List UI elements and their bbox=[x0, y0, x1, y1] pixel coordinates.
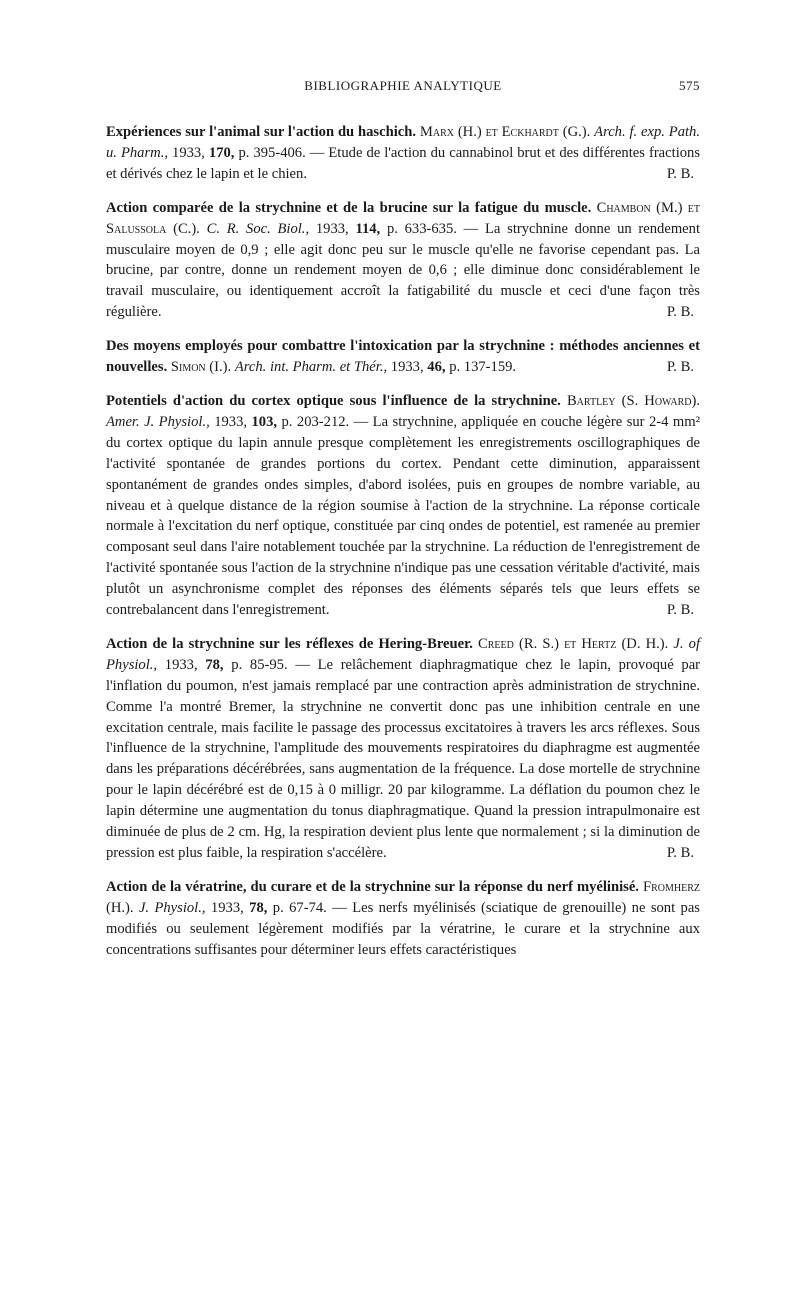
entry-journal: Amer. J. Physiol., bbox=[106, 413, 210, 430]
entry-signature: P. B. bbox=[666, 359, 694, 376]
entry-pages: p. 67-74. bbox=[272, 899, 327, 916]
entry-body: — Le relâchement diaphragmatique chez le lapin, provoqué par l'inflation du poumon, n'est jamais remplacé par une contraction après administration de strychnine. Comme l'a montré Bremer, la strychnine ne convertit donc pas une inhibition centrale en une excitation centrale, mais facilite le passage des processus excitatoires à travers les arcs réflexes. Sous l'influence de la strychnine, l'amplitude des mouvements respiratoires du diaphragme est augmentée dans les préparations décérébrées, sans augmentation de la fréquence. La dose mortelle de strychnine pour le lapin décérébré est de 0,15 à 0 milligr. 20 par kilogramme. La déflation du poumon chez le lapin détermine une augmentation du tonus diaphragmatique. Quand la pression intrapulmonaire est diminuée de plus de 2 cm. Hg, la respiration devient plus lente que normalement ; si la diminution de pression est plus faible, la respiration s'accélère. bbox=[106, 656, 701, 861]
entry-year: 1933, bbox=[164, 656, 198, 673]
entry-signature: P. B. bbox=[666, 304, 694, 321]
entry-title: Des moyens employés pour combattre l'intoxication par la strychnine : méthodes anciennes et nouvelles. bbox=[106, 338, 700, 376]
entry-volume: 103, bbox=[251, 413, 278, 430]
entry-body: — La strychnine donne un rendement musculaire moyen de 0,9 ; elle agit donc peu sur le muscle qu'elle ne favorise cependant pas. La brucine, par contre, donne un rendement moyen de 0,6 ; elle diminue donc considérablement le travail musculaire, ou identiquement accroît la fatigabilité du muscle et ceci d'une façon très régulière. bbox=[106, 220, 701, 321]
page-number: 575 bbox=[679, 78, 700, 93]
entry-title: Action de la vératrine, du curare et de la strychnine sur la réponse du nerf myélinisé. bbox=[106, 878, 639, 895]
entry-year: 1933, bbox=[390, 359, 424, 376]
bibliography-entry bbox=[106, 198, 700, 323]
bibliography-entry bbox=[106, 391, 700, 621]
entry-journal: J. of Physiol., bbox=[106, 635, 701, 673]
entry-authors: Bartley (S. Howard). bbox=[566, 392, 701, 409]
entry-year: 1933, bbox=[172, 144, 205, 161]
entry-volume: 78, bbox=[249, 899, 268, 916]
entry-pages: p. 85-95. bbox=[231, 656, 288, 673]
entry-body: — Les nerfs myélinisés (sciatique de grenouille) ne sont pas modifiés ou seulement légèrement modifiés par la vératrine, le curare et la strychnine aux concentrations suffisantes pour déterminer leurs effets caractéristiques bbox=[106, 899, 700, 958]
entry-signature: P. B. bbox=[666, 602, 694, 619]
entry-volume: 78, bbox=[205, 656, 224, 673]
entry-pages: p. 137-159. bbox=[449, 359, 517, 376]
entry-volume: 170, bbox=[208, 144, 235, 161]
entry-authors: Marx (H.) et Eckhardt (G.). bbox=[419, 124, 591, 140]
page-header bbox=[106, 78, 700, 100]
running-title: BIBLIOGRAPHIE ANALYTIQUE bbox=[304, 78, 502, 93]
entry-title: Action comparée de la strychnine et de la brucine sur la fatigue du muscle. bbox=[106, 199, 592, 216]
entry-signature: P. B. bbox=[666, 845, 694, 861]
entry-body: — La strychnine, appliquée en couche légère sur 2-4 mm² du cortex optique du lapin annule presque complètement les enregistrements oscillographiques de l'activité spontanée de grandes portions du cortex. Pendant cette diminution, apparaissent spontanément de grandes ondes simples, d'abord isolées, puis en groupes de nombre variable, au niveau et à quelque distance de la région soumise à l'action de la strychnine. La réponse corticale normale à l'excitation du nerf optique, constituée par cinq ondes de potentiel, est ramenée au premier composant seul dans l'aire notablement touchée par la strychnine. La réduction de l'enregistrement de l'activité spontanée sous l'action de la strychnine n'indique pas une cessation véritable d'activité, mais plutôt un asynchronisme complet des réponses des éléments séparés tels que leurs effets se contrebalancent dans l'enregistrement. bbox=[106, 413, 700, 619]
entry-year: 1933, bbox=[214, 413, 248, 430]
entry-authors: Creed (R. S.) et Hertz (D. H.). bbox=[478, 635, 669, 652]
document-page bbox=[106, 78, 700, 961]
entry-authors: Simon (I.). bbox=[170, 359, 232, 376]
entry-journal: Arch. f. exp. Path. u. Pharm., bbox=[106, 124, 700, 161]
entry-volume: 114, bbox=[355, 220, 381, 237]
entry-journal: J. Physiol., bbox=[138, 899, 206, 916]
entry-pages: p. 633-635. bbox=[386, 220, 457, 237]
entry-pages: p. 203-212. bbox=[281, 413, 350, 430]
entry-authors: Chambon (M.) et Salussola (C.). bbox=[106, 199, 700, 237]
entry-year: 1933, bbox=[210, 899, 244, 916]
entry-volume: 46, bbox=[427, 359, 446, 376]
bibliography-entry bbox=[106, 634, 700, 864]
entry-title: Expériences sur l'animal sur l'action du haschich. bbox=[106, 124, 417, 140]
entry-journal: Arch. int. Pharm. et Thér., bbox=[234, 359, 388, 376]
entry-year: 1933, bbox=[315, 220, 349, 237]
bibliography-entry bbox=[106, 877, 700, 961]
entry-signature: P. B. bbox=[666, 165, 694, 182]
entry-body: — Etude de l'action du cannabinol brut et des différentes fractions et dérivés chez le lapin et le chien. bbox=[106, 144, 701, 182]
entry-authors: Fromherz (H.). bbox=[106, 878, 700, 916]
entry-pages: p. 395-406. bbox=[238, 144, 306, 161]
entry-journal: C. R. Soc. Biol., bbox=[206, 220, 310, 237]
entry-title: Potentiels d'action du cortex optique sous l'influence de la strychnine. bbox=[106, 392, 561, 409]
bibliography-entry bbox=[106, 336, 700, 378]
bibliography-entry bbox=[106, 122, 700, 185]
entry-title: Action de la strychnine sur les réflexes de Hering-Breuer. bbox=[106, 635, 473, 652]
